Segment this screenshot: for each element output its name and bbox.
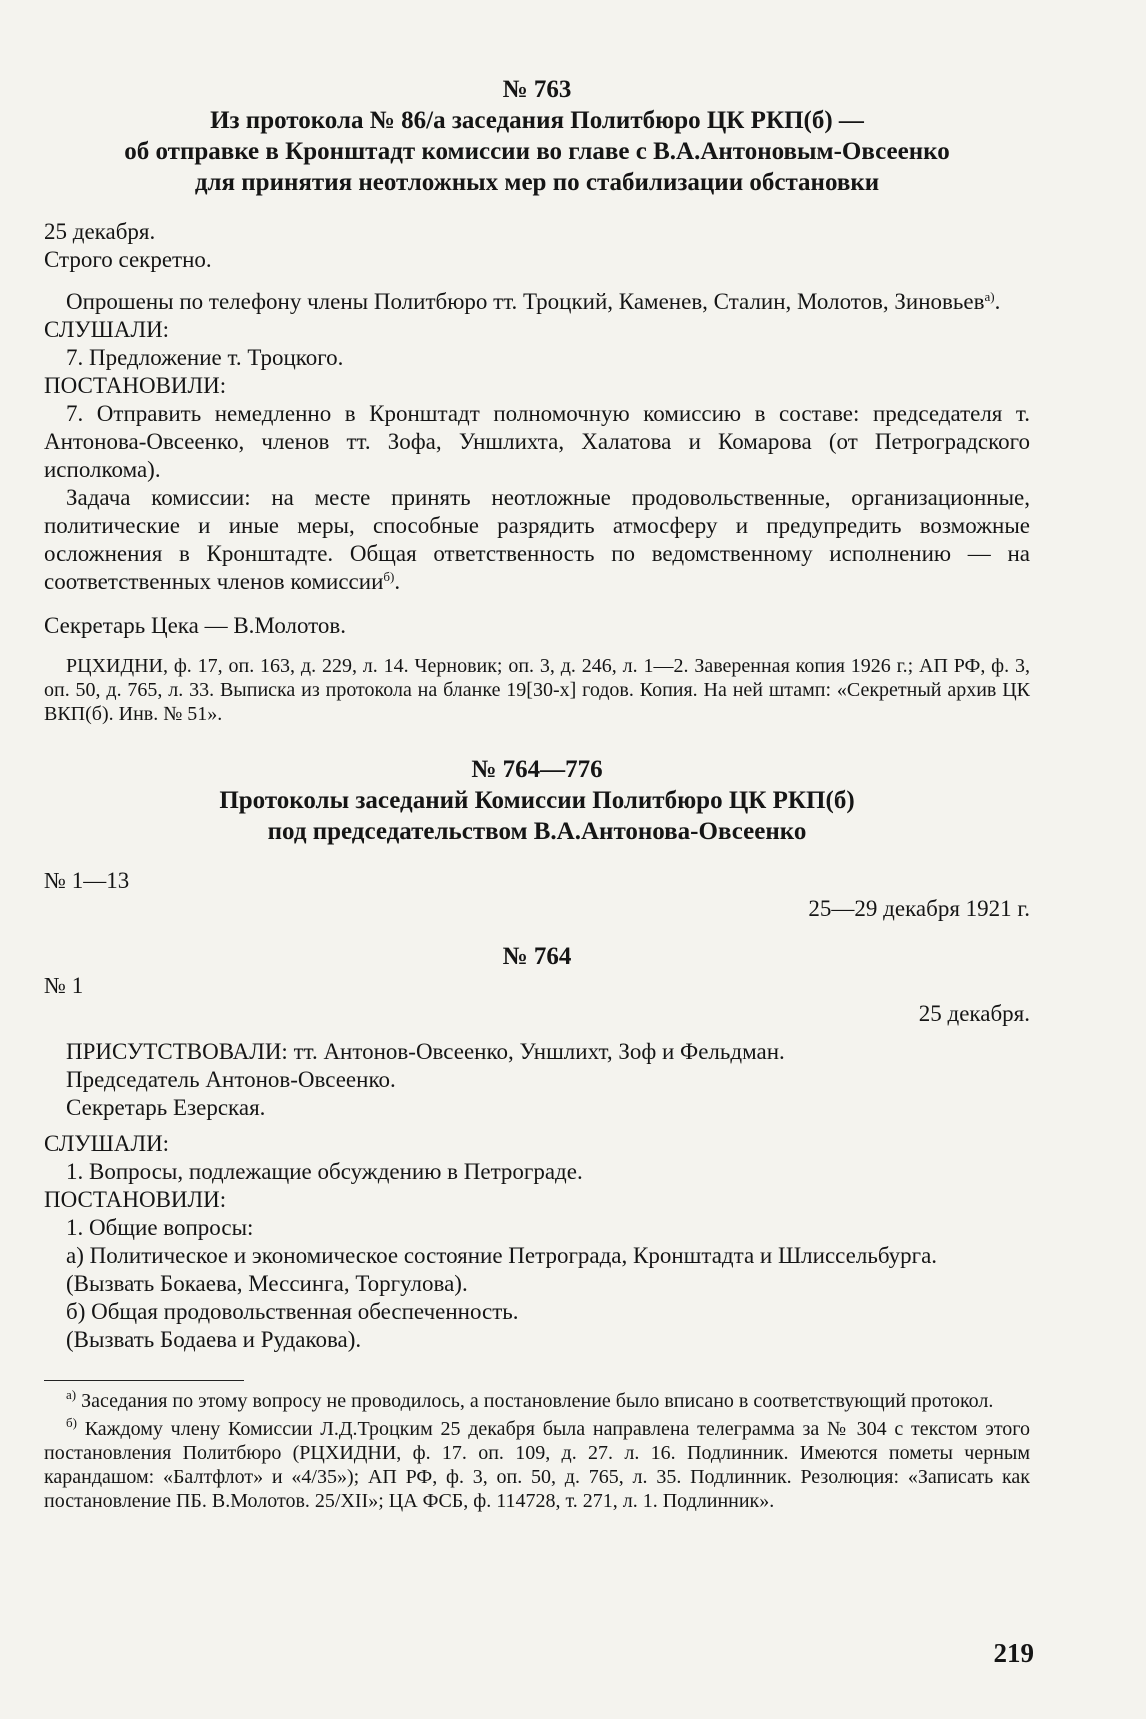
doc764-776-range-row: [44, 867, 1030, 895]
doc764-resolved-label: ПОСТАНОВИЛИ:: [44, 1187, 227, 1212]
doc763-title-line-1: Из протокола № 86/а заседания Политбюро ЦК РКП(б) —: [210, 107, 864, 134]
document-764-776: [44, 754, 1030, 923]
footnote-b-text: Каждому члену Комиссии Л.Д.Троцким 25 декабря была направлена телеграмма за № 304 с текстом этого постановления Политбюро (РЦХИДНИ, ф. 17. оп. 109, д. 27. л. 16. Подлинник. Имеются пометы черным карандашом: «Балтфлот» и «4/35»); АП РФ, ф. 3, оп. 50, д. 765, л. 35. Подлинник. Резолюция: «Записать как постановление ПБ. В.Молотов. 25/XII»; ЦА ФСБ, ф. 114728, т. 271, л. 1. Подлинник».: [44, 1418, 1030, 1512]
doc764-resolved-item-4: б) Общая продовольственная обеспеченность.: [66, 1299, 519, 1324]
doc764-776-title-line-1: Протоколы заседаний Комиссии Политбюро ЦК РКП(б): [219, 787, 855, 814]
doc764-protocol-row: [44, 972, 1030, 1000]
doc763-signature: Секретарь Цека — В.Молотов.: [44, 613, 347, 638]
doc764-number: № 764: [502, 943, 572, 970]
page-number: 219: [993, 1638, 1034, 1668]
doc763-title-line-3: для принятия неотложных мер по стабилизации обстановки: [194, 169, 880, 196]
doc764-heard-item: 1. Вопросы, подлежащие обсуждению в Петрограде.: [66, 1159, 583, 1184]
doc763-source: РЦХИДНИ, ф. 17, оп. 163, д. 229, л. 14. Черновик; оп. 3, д. 246, л. 1—2. Заверенная копия 1926 г.; АП РФ, ф. 3, оп. 50, д. 765, л. 33. Выписка из протокола на бланке 19[30-х] годов. Копия. На ней штамп: «Секретный архив ЦК ВКП(б). Инв. № 51».: [44, 655, 1030, 725]
doc763-resolved-item: 7. Отправить немедленно в Кронштадт полномочную комиссию в составе: председателя т. Антонова-Овсеенко, членов тт. Зофа, Уншлихта, Халатова и Комарова (от Петроградского исполкома).: [44, 401, 1030, 482]
footnote-a-text: Заседания по этому вопросу не проводилось, а постановление было вписано в соответствующий протокол.: [81, 1390, 994, 1412]
footnote-divider: [44, 1380, 244, 1381]
doc764-776-range-date: 25—29 декабря 1921 г.: [808, 896, 1030, 921]
footnote-ref-a: а): [984, 289, 995, 304]
doc764-resolved-item-3: (Вызвать Бокаева, Мессинга, Торгулова).: [66, 1271, 468, 1296]
doc763-heard-item: 7. Предложение т. Троцкого.: [66, 345, 344, 370]
footnote-b: [44, 1417, 1030, 1513]
doc764-resolved-item-1: 1. Общие вопросы:: [66, 1215, 254, 1240]
document-764: [44, 941, 1030, 1354]
doc764-protocol-label: № 1: [44, 973, 84, 998]
footnote-b-mark: б): [66, 1415, 77, 1430]
doc764-date: 25 декабря.: [918, 1001, 1030, 1026]
footnotes: [44, 1389, 1030, 1513]
document-763: [44, 74, 1030, 726]
footnote-a: [44, 1389, 1030, 1413]
footnote-a-mark: а): [66, 1387, 77, 1402]
doc764-secretary: Секретарь Езерская.: [66, 1095, 266, 1120]
doc764-resolved-item-2: а) Политическое и экономическое состояние Петрограда, Кронштадта и Шлиссельбурга.: [66, 1243, 938, 1268]
footnote-ref-b: б): [383, 569, 395, 584]
doc763-number: № 763: [502, 76, 572, 103]
doc763-task: [44, 484, 1030, 596]
doc764-present: ПРИСУТСТВОВАЛИ: тт. Антонов-Овсеенко, Уншлихт, Зоф и Фельдман.: [66, 1039, 785, 1064]
doc763-classification: Строго секретно.: [44, 247, 212, 272]
doc764-776-title-line-2: под председательством В.А.Антонова-Овсеенко: [267, 818, 807, 845]
doc763-title-line-2: об отправке в Кронштадт комиссии во главе с В.А.Антоновым-Овсеенко: [124, 138, 950, 165]
doc763-intro-end: .: [994, 289, 1001, 314]
doc763-task-text: Задача комиссии: на месте принять неотложные продовольственные, организационные, политические и иные меры, способные разрядить атмосферу и предупредить возможные осложнения в Кронштадте. Общая ответственность по ведомственному исполнению — на соответственных членов комиссии: [44, 485, 1030, 594]
doc764-776-range-date-row: [44, 895, 1030, 923]
doc764-date-row: [44, 1000, 1030, 1028]
doc764-chair: Председатель Антонов-Овсеенко.: [66, 1067, 396, 1092]
doc763-task-end: .: [394, 569, 401, 594]
doc763-heard-label: СЛУШАЛИ:: [44, 317, 170, 342]
doc764-heard-label: СЛУШАЛИ:: [44, 1131, 170, 1156]
doc764-776-number: № 764—776: [471, 756, 603, 783]
doc763-intro: [44, 288, 1030, 316]
page-content: [44, 74, 1030, 1513]
doc763-resolved-label: ПОСТАНОВИЛИ:: [44, 373, 227, 398]
doc764-resolved-item-5: (Вызвать Бодаева и Рудакова).: [66, 1327, 362, 1352]
doc763-intro-text: Опрошены по телефону члены Политбюро тт. Троцкий, Каменев, Сталин, Молотов, Зиновьев: [66, 289, 985, 314]
doc763-date: 25 декабря.: [44, 219, 156, 244]
doc764-776-range-label: № 1—13: [44, 868, 130, 893]
